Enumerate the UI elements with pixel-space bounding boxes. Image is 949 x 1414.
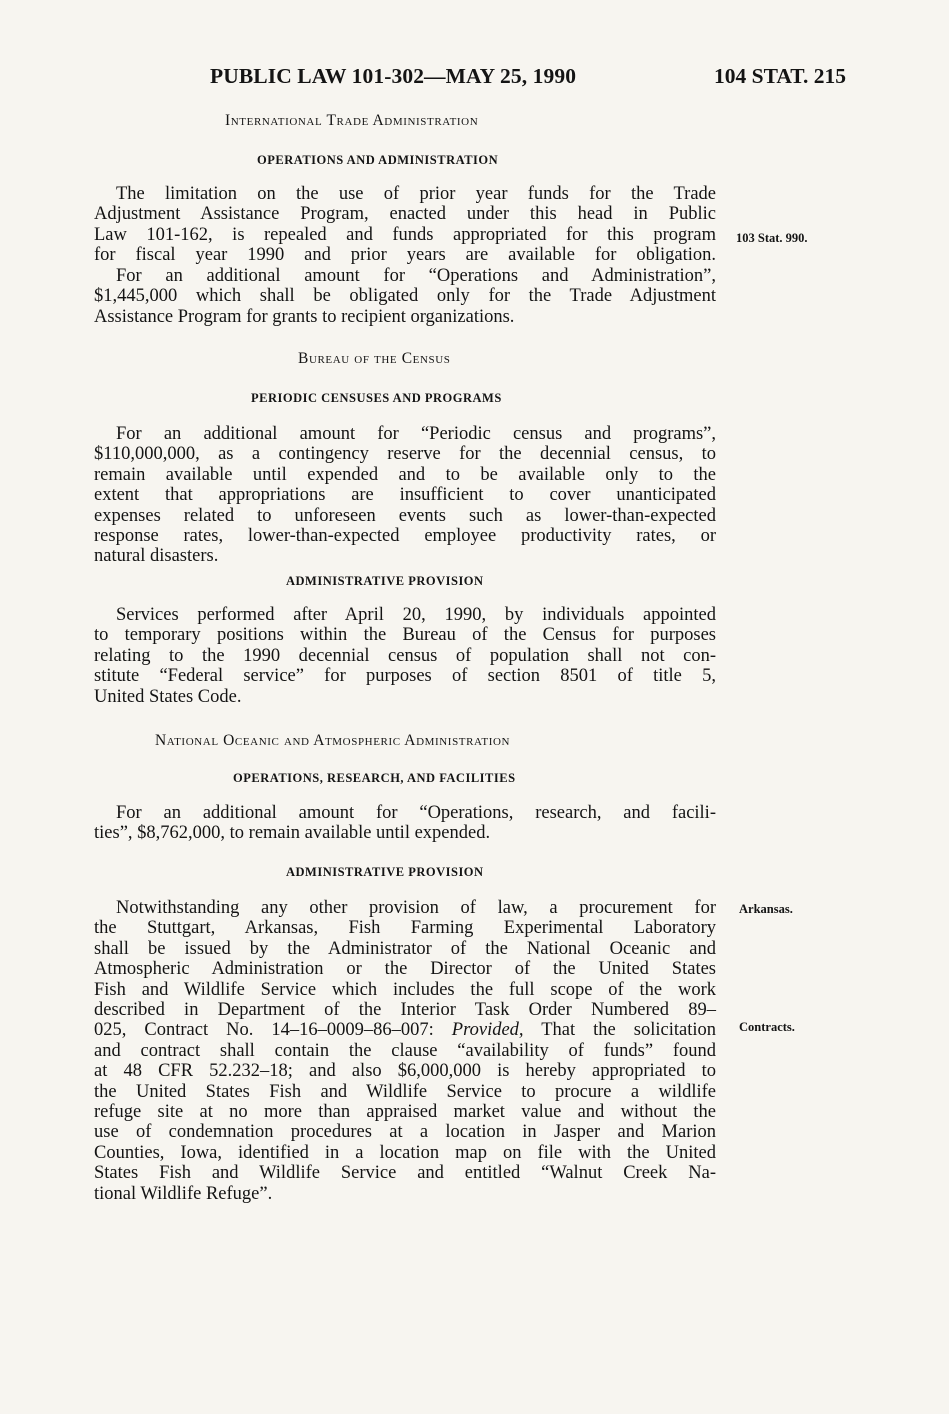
text-line: the Stuttgart, Arkansas, Fish Farming Experimental Laboratory <box>94 918 716 939</box>
paragraph-stuttgart-procurement <box>94 898 716 1204</box>
text-line: refuge site at no more than appraised market value and without the <box>94 1102 716 1123</box>
text-line: For an additional amount for “Periodic census and programs”, <box>116 424 716 444</box>
text-line: Assistance Program for grants to recipient organizations. <box>94 306 515 327</box>
paragraph-trade-adjustment-limitation <box>94 184 716 266</box>
text-line: response rates, lower-than-expected employee productivity rates, or <box>94 526 716 547</box>
text-line: United States Code. <box>94 686 242 707</box>
subheading-administrative-provision-noaa: ADMINISTRATIVE PROVISION <box>286 865 484 879</box>
text-line: the United States Fish and Wildlife Service to procure a wildlife <box>94 1081 716 1102</box>
paragraph-periodic-census <box>94 424 716 567</box>
margin-note-arkansas: Arkansas. <box>739 902 793 916</box>
statute-page-number: 104 STAT. 215 <box>714 64 847 88</box>
text-line: and contract shall contain the clause “availability of funds” found <box>94 1040 716 1061</box>
text-line: States Fish and Wildlife Service and entitled “Walnut Creek Na- <box>94 1163 716 1184</box>
text-line: shall be issued by the Administrator of the National Oceanic and <box>94 938 716 959</box>
text-line: described in Department of the Interior Task Order Numbered 89– <box>94 1000 716 1021</box>
text-line: ties”, $8,762,000, to remain available until expended. <box>94 823 491 844</box>
text-line: stitute “Federal service” for purposes of section 8501 of title 5, <box>94 666 716 687</box>
text-line: natural disasters. <box>94 546 219 567</box>
agency-heading-census: Bureau of the Census <box>298 350 451 367</box>
margin-note-stat-ref: 103 Stat. 990. <box>736 231 808 245</box>
subheading-periodic-censuses: PERIODIC CENSUSES AND PROGRAMS <box>251 391 502 405</box>
text-line: expenses related to unforeseen events such as lower-than-expected <box>94 505 716 526</box>
text-line: For an additional amount for “Operations, research, and facili- <box>116 803 716 823</box>
text-line: Counties, Iowa, identified in a location map on file with the United <box>94 1142 716 1163</box>
subheading-operations-administration: OPERATIONS AND ADMINISTRATION <box>257 153 499 167</box>
text-line: for fiscal year 1990 and prior years are available for obligation. <box>94 245 716 266</box>
text-line: Services performed after April 20, 1990, by individuals appointed <box>116 605 716 625</box>
text-line: Adjustment Assistance Program, enacted under this head in Public <box>94 204 716 225</box>
text-fragment: 025, Contract No. 14–16–0009–86–007: <box>94 1020 452 1041</box>
subheading-operations-research-facilities: OPERATIONS, RESEARCH, AND FACILITIES <box>233 771 516 785</box>
text-line: use of condemnation procedures at a location in Jasper and Marion <box>94 1122 716 1143</box>
subheading-administrative-provision-census: ADMINISTRATIVE PROVISION <box>286 574 484 588</box>
paragraph-noaa-operations <box>94 803 716 844</box>
text-line: at 48 CFR 52.232–18; and also $6,000,000 is hereby appropriated to <box>94 1061 716 1082</box>
text-line-provided <box>94 1020 716 1040</box>
agency-heading-noaa: National Oceanic and Atmospheric Administration <box>155 732 511 749</box>
text-line: The limitation on the use of prior year funds for the Trade <box>116 184 716 204</box>
page-title: PUBLIC LAW 101-302—MAY 25, 1990 <box>210 64 577 88</box>
text-line: Fish and Wildlife Service which includes the full scope of the work <box>94 979 716 1000</box>
text-line: extent that appropriations are insufficient to cover unanticipated <box>94 485 716 506</box>
paragraph-operations-additional-amount <box>94 266 716 327</box>
text-line: $1,445,000 which shall be obligated only for the Trade Adjustment <box>94 286 716 307</box>
text-line: Atmospheric Administration or the Director of the United States <box>94 959 716 980</box>
text-line: $110,000,000, as a contingency reserve for the decennial census, to <box>94 444 716 465</box>
text-line: Notwithstanding any other provision of law, a procurement for <box>116 898 716 918</box>
paragraph-census-services <box>94 605 716 707</box>
margin-note-contracts: Contracts. <box>739 1020 795 1034</box>
text-line: Law 101-162, is repealed and funds appropriated for this program <box>94 224 716 245</box>
text-fragment: That the solicitation <box>523 1020 717 1041</box>
provided-italic: Provided, <box>451 1020 524 1041</box>
agency-heading-ita: International Trade Administration <box>225 112 479 129</box>
text-line: relating to the 1990 decennial census of population shall not con- <box>94 645 716 666</box>
text-line: remain available until expended and to be available only to the <box>94 464 716 485</box>
text-line: to temporary positions within the Bureau of the Census for purposes <box>94 625 716 646</box>
text-line: tional Wildlife Refuge”. <box>94 1183 273 1204</box>
text-line: For an additional amount for “Operations and Administration”, <box>116 266 716 286</box>
